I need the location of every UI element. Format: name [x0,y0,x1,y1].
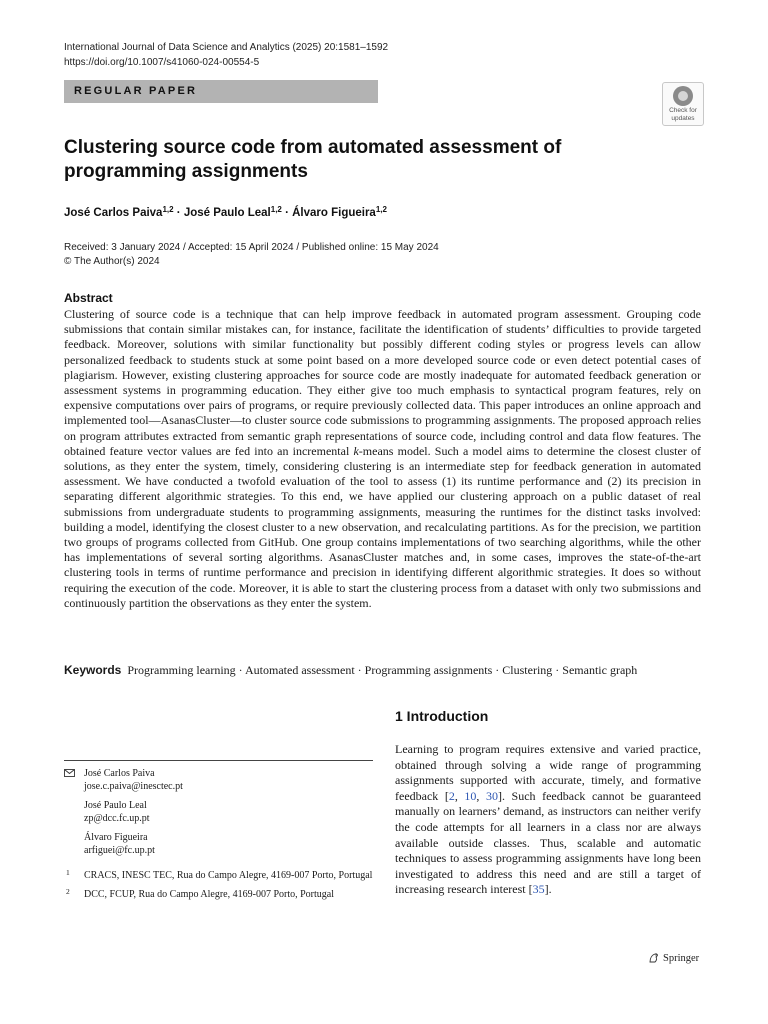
affiliation-number: 1 [66,868,70,877]
author-separator: · [173,207,184,219]
author-3[interactable] [292,207,387,219]
affiliation-text: CRACS, INESC TEC, Rua do Campo Alegre, 4169-007 Porto, Portugal [84,870,373,881]
intro-text: Learning to program requires extensive and varied practice, obtained through solving a wide range of programming assignments supported with accurate, timely, and formative feedback [ [395,742,701,803]
footnote-divider [64,760,373,761]
paper-type-banner [64,80,378,103]
author-name: José Paulo Leal [183,207,271,219]
affiliation-number: 2 [66,887,70,896]
citation-link[interactable]: 35 [532,882,545,897]
check-updates-line-1: Check for [669,107,697,114]
springer-logo [648,952,699,964]
abstract-heading: Abstract [64,291,113,305]
author-2[interactable] [184,207,282,219]
keywords-list: Programming learning · Automated assessment · Programming assignments · Clustering · Semantic graph [127,663,638,677]
contact-email[interactable]: zp@dcc.fc.up.pt [84,813,150,824]
author-separator: · [281,207,293,219]
keywords-label: Keywords [64,663,122,677]
intro-text: ]. Such feedback cannot be guaranteed manually on learners’ demand, as instructors can neither verify the code attempts for all learners in a class nor are always available outside classes. Thus, scalable and automatic techniques to assess programming assignments have long been investigated to address this need and are still a target of increasing research interest [ [395,788,702,897]
springer-horse-icon [648,952,660,964]
author-name: Álvaro Figueira [292,207,376,219]
paper-type-label: REGULAR PAPER [74,85,198,97]
citation-link[interactable]: 30 [485,788,498,803]
affiliation-entry [64,888,374,901]
citation-separator: , [454,788,465,803]
citation-separator: , [476,788,486,803]
affiliation-text: DCC, FCUP, Rua do Campo Alegre, 4169-007 Porto, Portugal [84,889,335,900]
author-list [64,202,387,221]
affiliation-entry [64,869,374,882]
author-contacts [64,767,374,907]
doi-link[interactable]: https://doi.org/10.1007/s41060-024-00554-5 [64,57,260,68]
contact-email[interactable]: arfiguei@fc.up.pt [84,845,155,856]
citation-link[interactable]: 10 [464,788,477,803]
journal-citation: International Journal of Data Science and Analytics (2025) 20:1581–1592 [64,42,389,53]
keywords-row [64,662,714,678]
copyright-notice: © The Author(s) 2024 [64,256,160,267]
paper-title: Clustering source code from automated assessment of programming assignments [64,137,562,182]
contact-name: José Carlos Paiva [84,768,155,779]
contact-name: José Paulo Leal [84,800,147,811]
intro-text: ]. [544,882,552,897]
author-affiliation-marker: 1,2 [375,205,387,214]
check-updates-line-2: updates [671,114,695,122]
check-for-updates-badge[interactable] [662,82,704,126]
check-updates-icon [673,86,693,106]
author-affiliation-marker: 1,2 [270,205,282,214]
contact-name: Álvaro Figueira [84,832,148,843]
citation-link[interactable]: 2 [448,788,455,803]
publisher-name: Springer [663,952,700,964]
envelope-icon [64,769,75,777]
check-updates-text [663,107,703,122]
publication-dates: Received: 3 January 2024 / Accepted: 15 April 2024 / Published online: 15 May 2024 [64,242,439,253]
abstract-text-part-1: Clustering of source code is a technique that can help improve feedback in automated program assessment. Grouping code submissions that contain similar mistakes can, for instance, facilitate the identification of students’ difficulties to provide targeted feedback. Moreover, solutions with similar functionality but possibly different coding styles or progress levels can allow personalized feedback to students stuck at some point based on a more developed source code or even detect potential cases of plagiarism. However, existing clustering approaches for source code are mostly inadequate for automated feedback generation or assessment systems in programming education. They either give too much emphasis to syntactical program features, rely on expensive computations over pairs of programs, or require previously collected data. This paper introduces an online approach and implemented tool—AsanasCluster—to cluster source code submissions to programming assignments. The proposed approach relies on program attributes extracted from semantic graph representations of source code, including control and data flow features. The obtained feature vector values are fed into an incremental [64,307,701,458]
abstract-k-variable: k [353,443,359,458]
contact-entry [64,831,374,857]
author-name: José Carlos Paiva [64,207,163,219]
contact-entry [64,799,374,825]
contact-entry [64,767,374,793]
abstract-body [64,307,701,611]
abstract-text-part-2: -means model. Such a model aims to determine the closest cluster of solutions, as they enter the system, timely, considering clustering is an intermediate step for feedback generation in automated assessment. We have conducted a twofold evaluation of the tool to assess (1) its runtime performance and (2) its precision in separating different algorithmic strategies. To this end, we have applied our clustering approach on a public dataset of real submissions from undergraduate students to programming assignments, measuring the runtimes for the distinct tasks involved: building a model, identifying the closest cluster to a new observation, and recalculating partitions. As for the precision, we partition two groups of programs collected from GitHub. One group contains implementations of two searching algorithms, while the other has implementations of several sorting algorithms. AsanasCluster matches and, in some cases, improves the state-of-the-art clustering tools in terms of runtime performance and precision in identifying different algorithmic strategies. It does so without requiring the execution of the code. Moreover, it is able to start the clustering process from a dataset with only two submissions and continuously partition the observations as they enter the system. [64,443,701,610]
introduction-paragraph [395,742,701,898]
author-affiliation-marker: 1,2 [162,205,174,214]
section-heading-introduction: 1 Introduction [395,708,489,724]
contact-email[interactable]: jose.c.paiva@inesctec.pt [84,781,183,792]
author-1[interactable] [64,207,174,219]
